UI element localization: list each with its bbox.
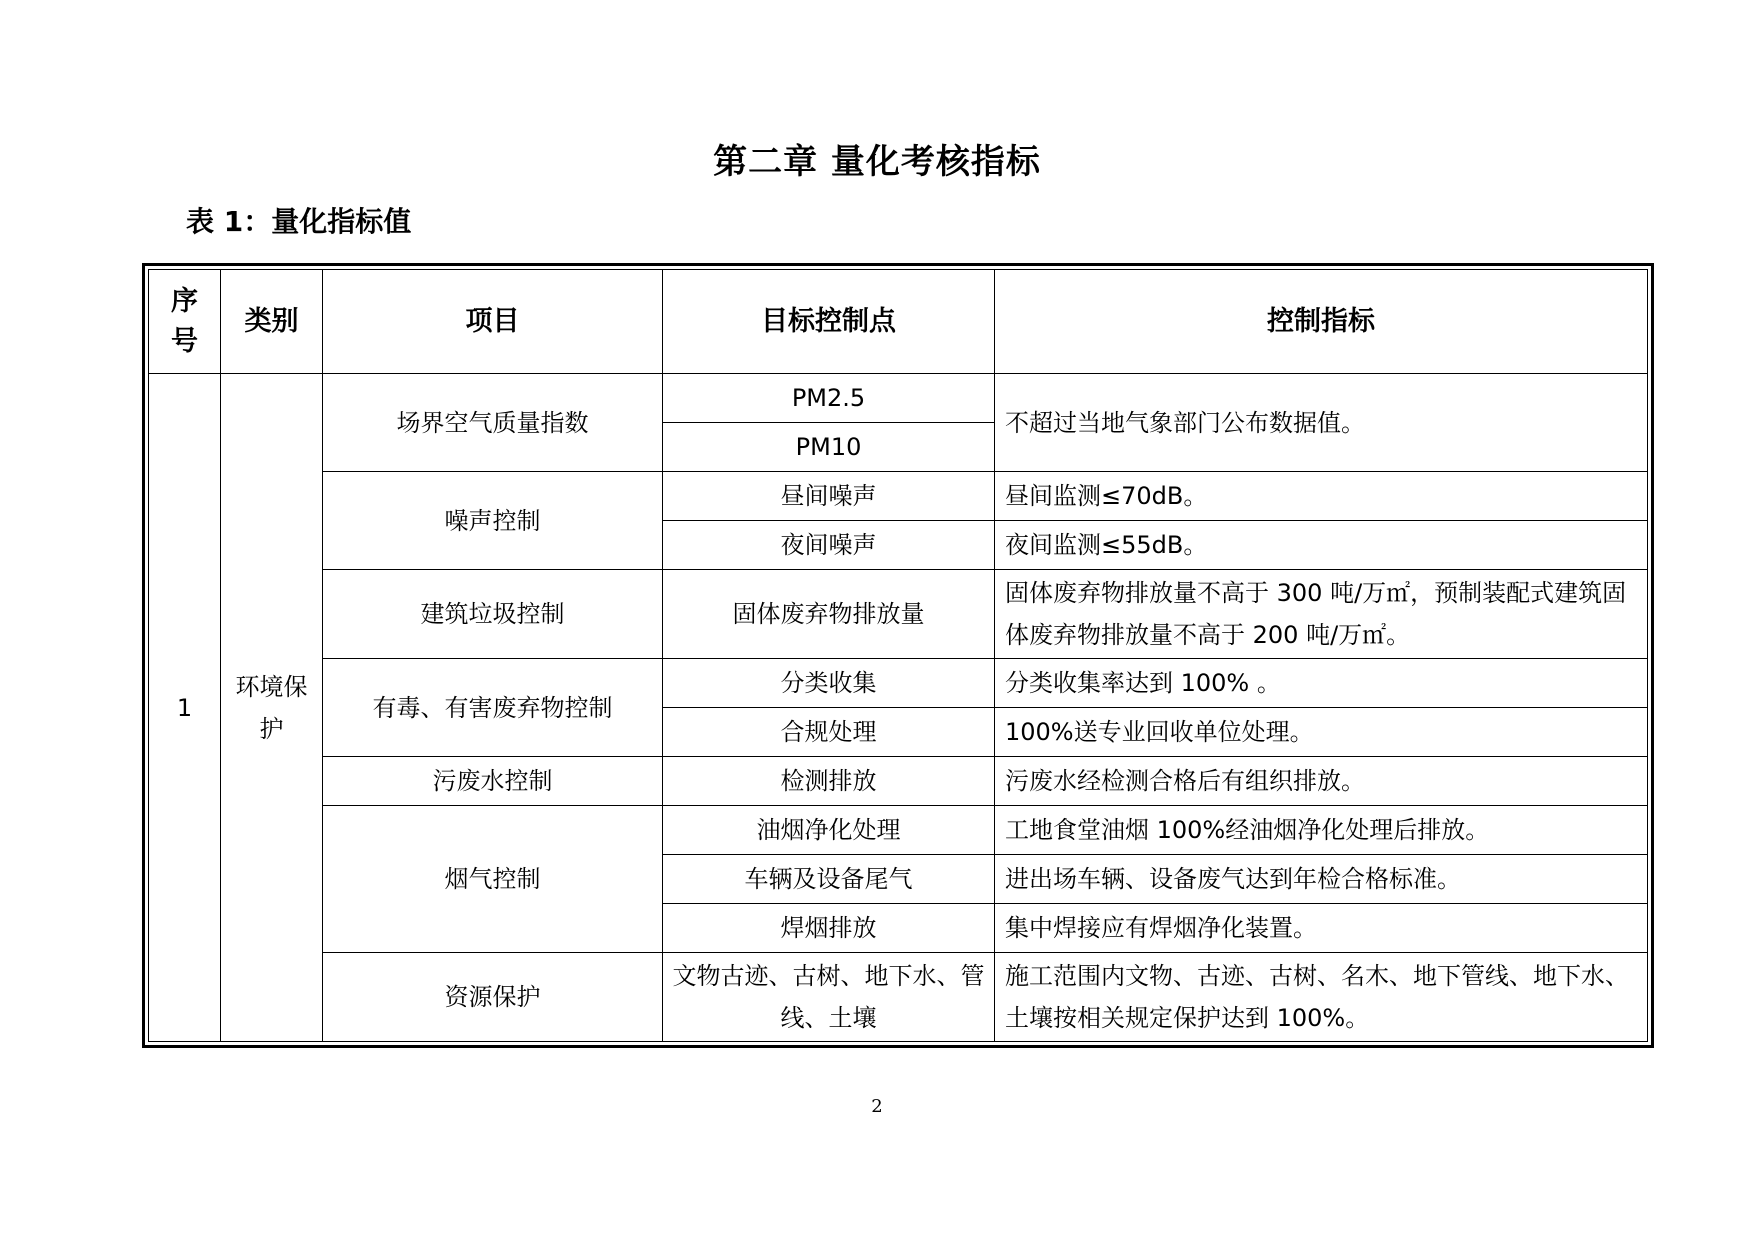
target-cell: 合规处理 bbox=[663, 708, 995, 757]
seq-cell: 1 bbox=[149, 374, 221, 1042]
indicator-cell: 污废水经检测合格后有组织排放。 bbox=[995, 757, 1648, 806]
indicator-cell: 施工范围内文物、古迹、古树、名木、地下管线、地下水、土壤按相关规定保护达到 100%。 bbox=[995, 953, 1648, 1042]
item-cell: 资源保护 bbox=[323, 953, 663, 1042]
target-cell: 夜间噪声 bbox=[663, 521, 995, 570]
chapter-title: 第二章 量化考核指标 bbox=[713, 142, 1041, 182]
header-category: 类别 bbox=[221, 270, 323, 374]
target-cell: 检测排放 bbox=[663, 757, 995, 806]
table-row bbox=[149, 570, 1648, 659]
indicator-cell: 固体废弃物排放量不高于 300 吨/万㎡，预制装配式建筑固体废弃物排放量不高于 200 吨/万㎡。 bbox=[995, 570, 1648, 659]
item-cell: 场界空气质量指数 bbox=[323, 374, 663, 472]
target-cell: 固体废弃物排放量 bbox=[663, 570, 995, 659]
indicator-cell: 夜间监测≤55dB。 bbox=[995, 521, 1648, 570]
table-row bbox=[149, 659, 1648, 708]
indicator-cell: 100%送专业回收单位处理。 bbox=[995, 708, 1648, 757]
target-cell: 分类收集 bbox=[663, 659, 995, 708]
item-cell: 污废水控制 bbox=[323, 757, 663, 806]
indicator-cell: 不超过当地气象部门公布数据值。 bbox=[995, 374, 1648, 472]
table-title: 表 1：量化指标值 bbox=[186, 205, 412, 238]
indicator-cell: 进出场车辆、设备废气达到年检合格标准。 bbox=[995, 855, 1648, 904]
target-cell: 油烟净化处理 bbox=[663, 806, 995, 855]
page-number: 2 bbox=[871, 1096, 883, 1117]
indicator-cell: 昼间监测≤70dB。 bbox=[995, 472, 1648, 521]
category-cell: 环境保护 bbox=[221, 374, 323, 1042]
item-cell: 烟气控制 bbox=[323, 806, 663, 953]
header-item: 项目 bbox=[323, 270, 663, 374]
indicator-cell: 工地食堂油烟 100%经油烟净化处理后排放。 bbox=[995, 806, 1648, 855]
target-cell: 昼间噪声 bbox=[663, 472, 995, 521]
table-row bbox=[149, 806, 1648, 855]
item-cell: 建筑垃圾控制 bbox=[323, 570, 663, 659]
table-row bbox=[149, 757, 1648, 806]
table-row bbox=[149, 953, 1648, 1042]
item-cell: 噪声控制 bbox=[323, 472, 663, 570]
table-row bbox=[149, 472, 1648, 521]
target-cell: 文物古迹、古树、地下水、管线、土壤 bbox=[663, 953, 995, 1042]
header-target: 目标控制点 bbox=[663, 270, 995, 374]
table-header-row bbox=[149, 270, 1648, 374]
target-cell: PM10 bbox=[663, 423, 995, 472]
target-cell: PM2.5 bbox=[663, 374, 995, 423]
indicator-cell: 分类收集率达到 100% 。 bbox=[995, 659, 1648, 708]
target-cell: 焊烟排放 bbox=[663, 904, 995, 953]
indicator-table bbox=[142, 263, 1654, 1048]
table-row bbox=[149, 374, 1648, 423]
item-cell: 有毒、有害废弃物控制 bbox=[323, 659, 663, 757]
indicator-cell: 集中焊接应有焊烟净化装置。 bbox=[995, 904, 1648, 953]
header-indicator: 控制指标 bbox=[995, 270, 1648, 374]
target-cell: 车辆及设备尾气 bbox=[663, 855, 995, 904]
header-seq: 序号 bbox=[149, 270, 221, 374]
